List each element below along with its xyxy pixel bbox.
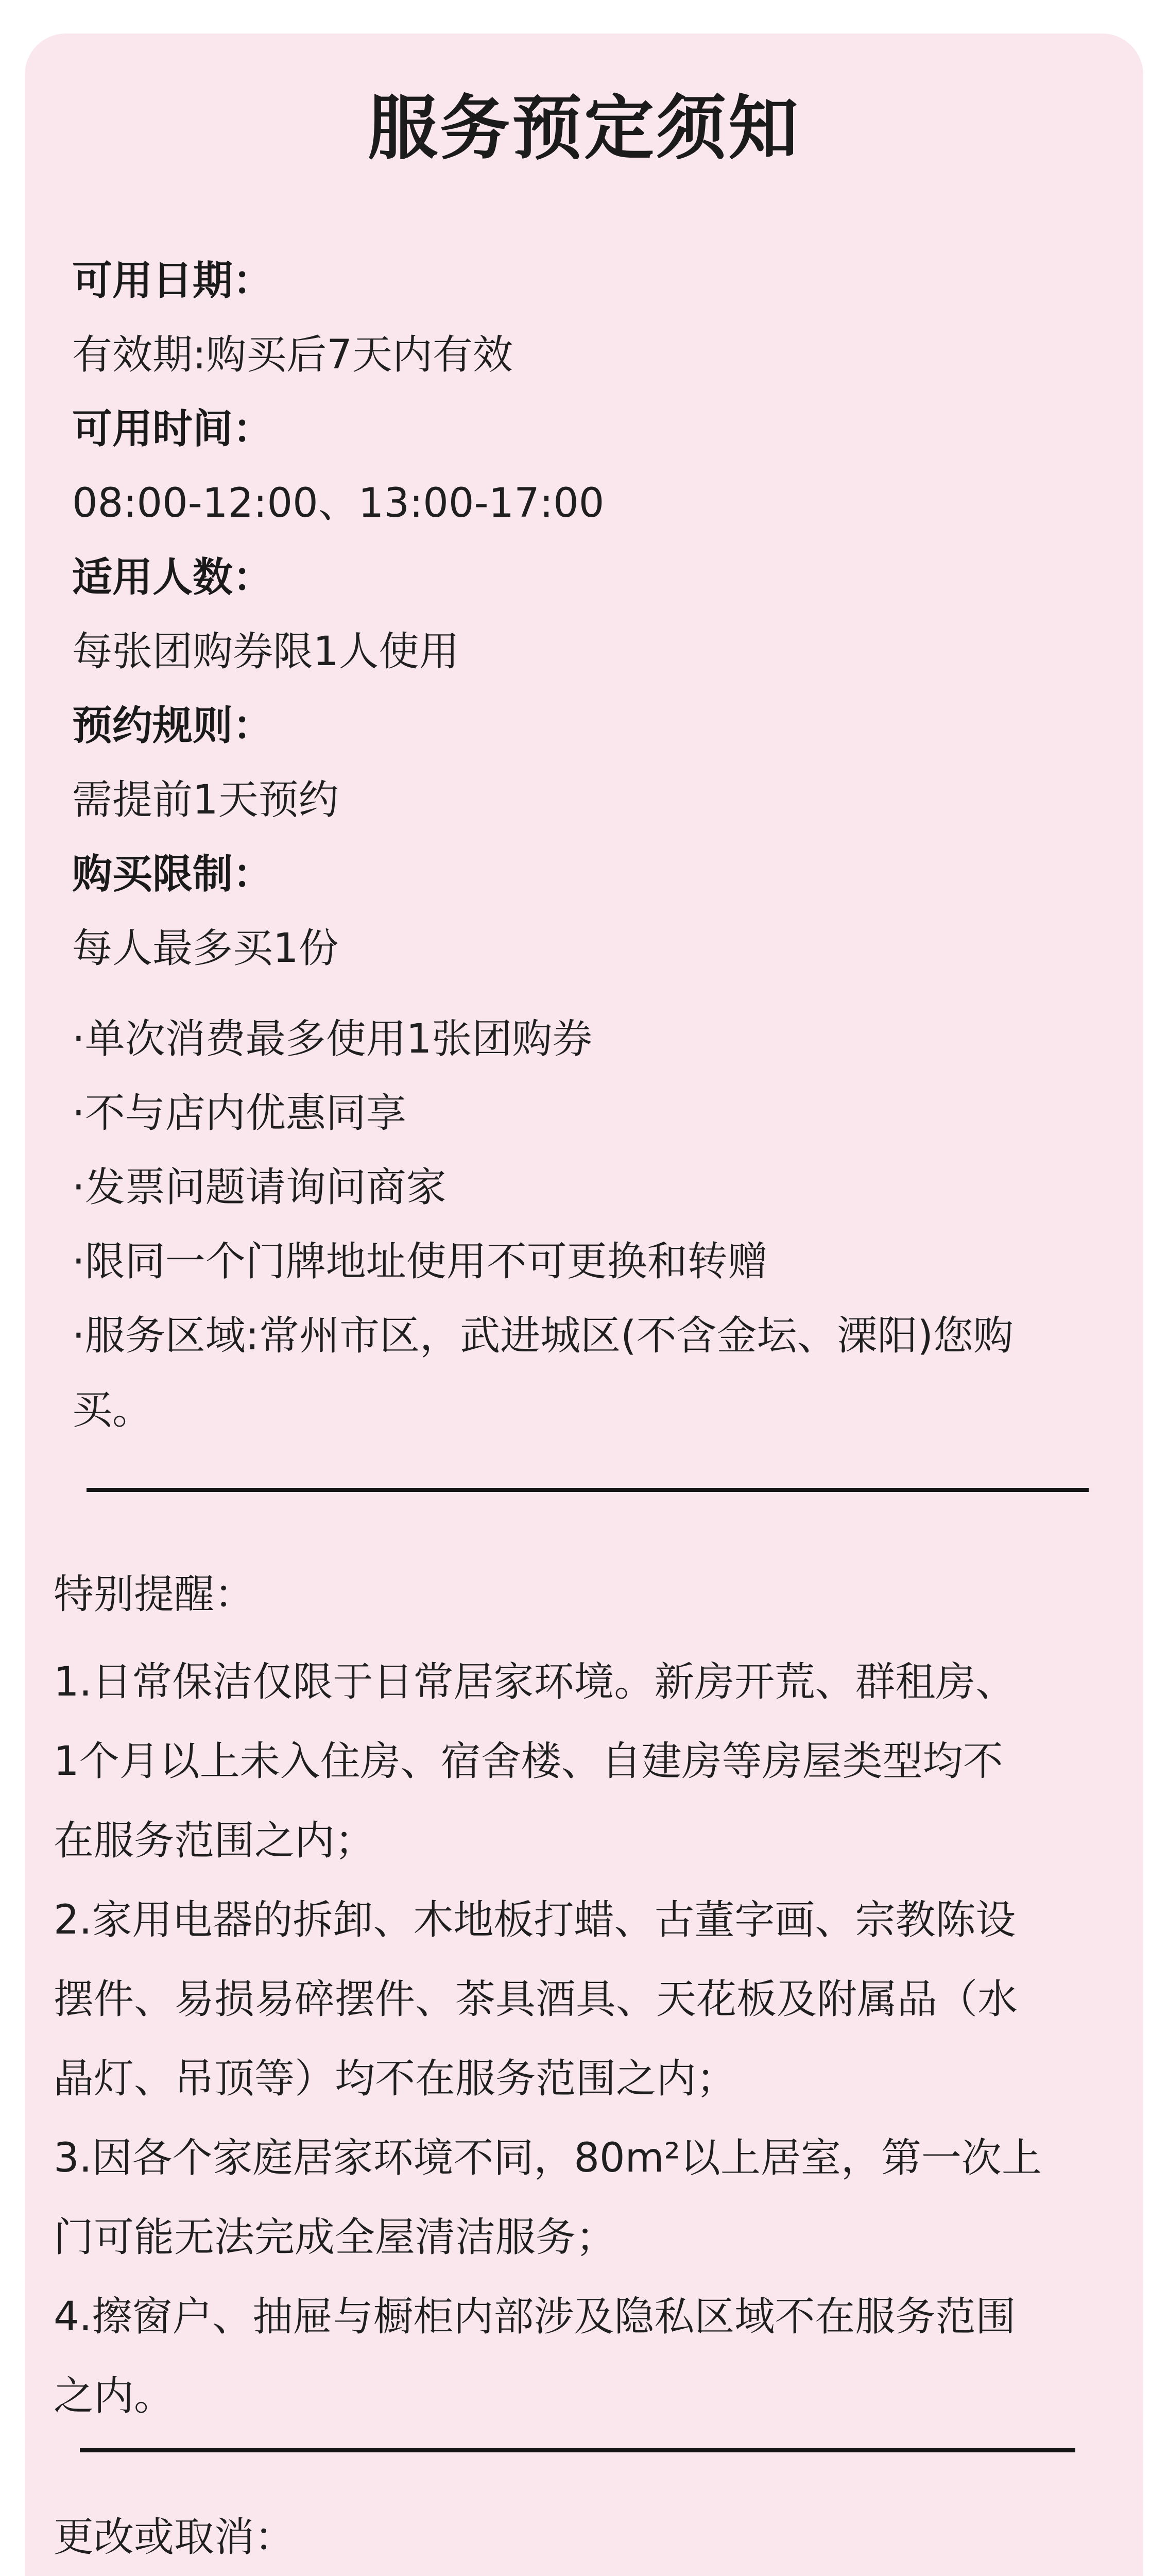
page-title: 服务预定须知 bbox=[368, 88, 800, 170]
change-heading: 更改或取消： bbox=[54, 2514, 295, 2561]
reminder-line: 4.擦窗户、抽屉与橱柜内部涉及隐私区域不在服务范围 bbox=[54, 2294, 1016, 2340]
reminder-line: 摆件、易损易碎摆件、茶具酒具、天花板及附属品（水 bbox=[54, 1976, 1018, 2023]
available-time-value: 08:00-12:00、13:00-17:00 bbox=[72, 480, 605, 527]
bullet-item: ·限同一个门牌地址使用不可更换和转赠 bbox=[72, 1239, 768, 1285]
reminder-line: 3.因各个家庭居家环境不同，80m²以上居室，第一次上 bbox=[54, 2135, 1042, 2181]
reminder-line: 在服务范围之内； bbox=[54, 1818, 375, 1864]
bullet-item: ·服务区域:常州市区，武进城区(不含金坛、溧阳)您购 bbox=[72, 1313, 1014, 1359]
booking-rule-value: 需提前1天预约 bbox=[72, 777, 339, 823]
available-time-heading: 可用时间： bbox=[72, 406, 273, 452]
people-value: 每张团购券限1人使用 bbox=[72, 629, 459, 675]
reminder-line: 2.家用电器的拆卸、木地板打蜡、古董字画、宗教陈设 bbox=[54, 1897, 1016, 1943]
bullet-item: ·不与店内优惠同享 bbox=[72, 1090, 406, 1137]
reminder-line: 1个月以上未入住房、宿舍楼、自建房等房屋类型均不 bbox=[54, 1738, 1003, 1785]
reminder-line: 门可能无法完成全屋清洁服务； bbox=[54, 2214, 616, 2261]
reminder-line: 晶灯、吊顶等）均不在服务范围之内； bbox=[54, 2056, 737, 2102]
booking-rule-heading: 预约规则： bbox=[72, 703, 273, 749]
bullet-item: 买。 bbox=[72, 1387, 153, 1433]
purchase-limit-heading: 购买限制： bbox=[72, 851, 273, 897]
bullet-item: ·单次消费最多使用1张团购券 bbox=[72, 1016, 593, 1062]
reminder-heading: 特别提醒： bbox=[54, 1571, 255, 1618]
purchase-limit-value: 每人最多买1份 bbox=[72, 925, 339, 972]
available-date-heading: 可用日期： bbox=[72, 258, 273, 304]
section-divider bbox=[80, 2448, 1075, 2452]
reminder-line: 之内。 bbox=[54, 2373, 175, 2419]
bullet-item: ·发票问题请询问商家 bbox=[72, 1164, 446, 1211]
section-divider bbox=[87, 1488, 1089, 1492]
reminder-line: 1.日常保洁仅限于日常居家环境。新房开荒、群租房、 bbox=[54, 1659, 1016, 1705]
available-date-value: 有效期:购买后7天内有效 bbox=[72, 332, 513, 378]
people-heading: 适用人数： bbox=[72, 554, 273, 601]
